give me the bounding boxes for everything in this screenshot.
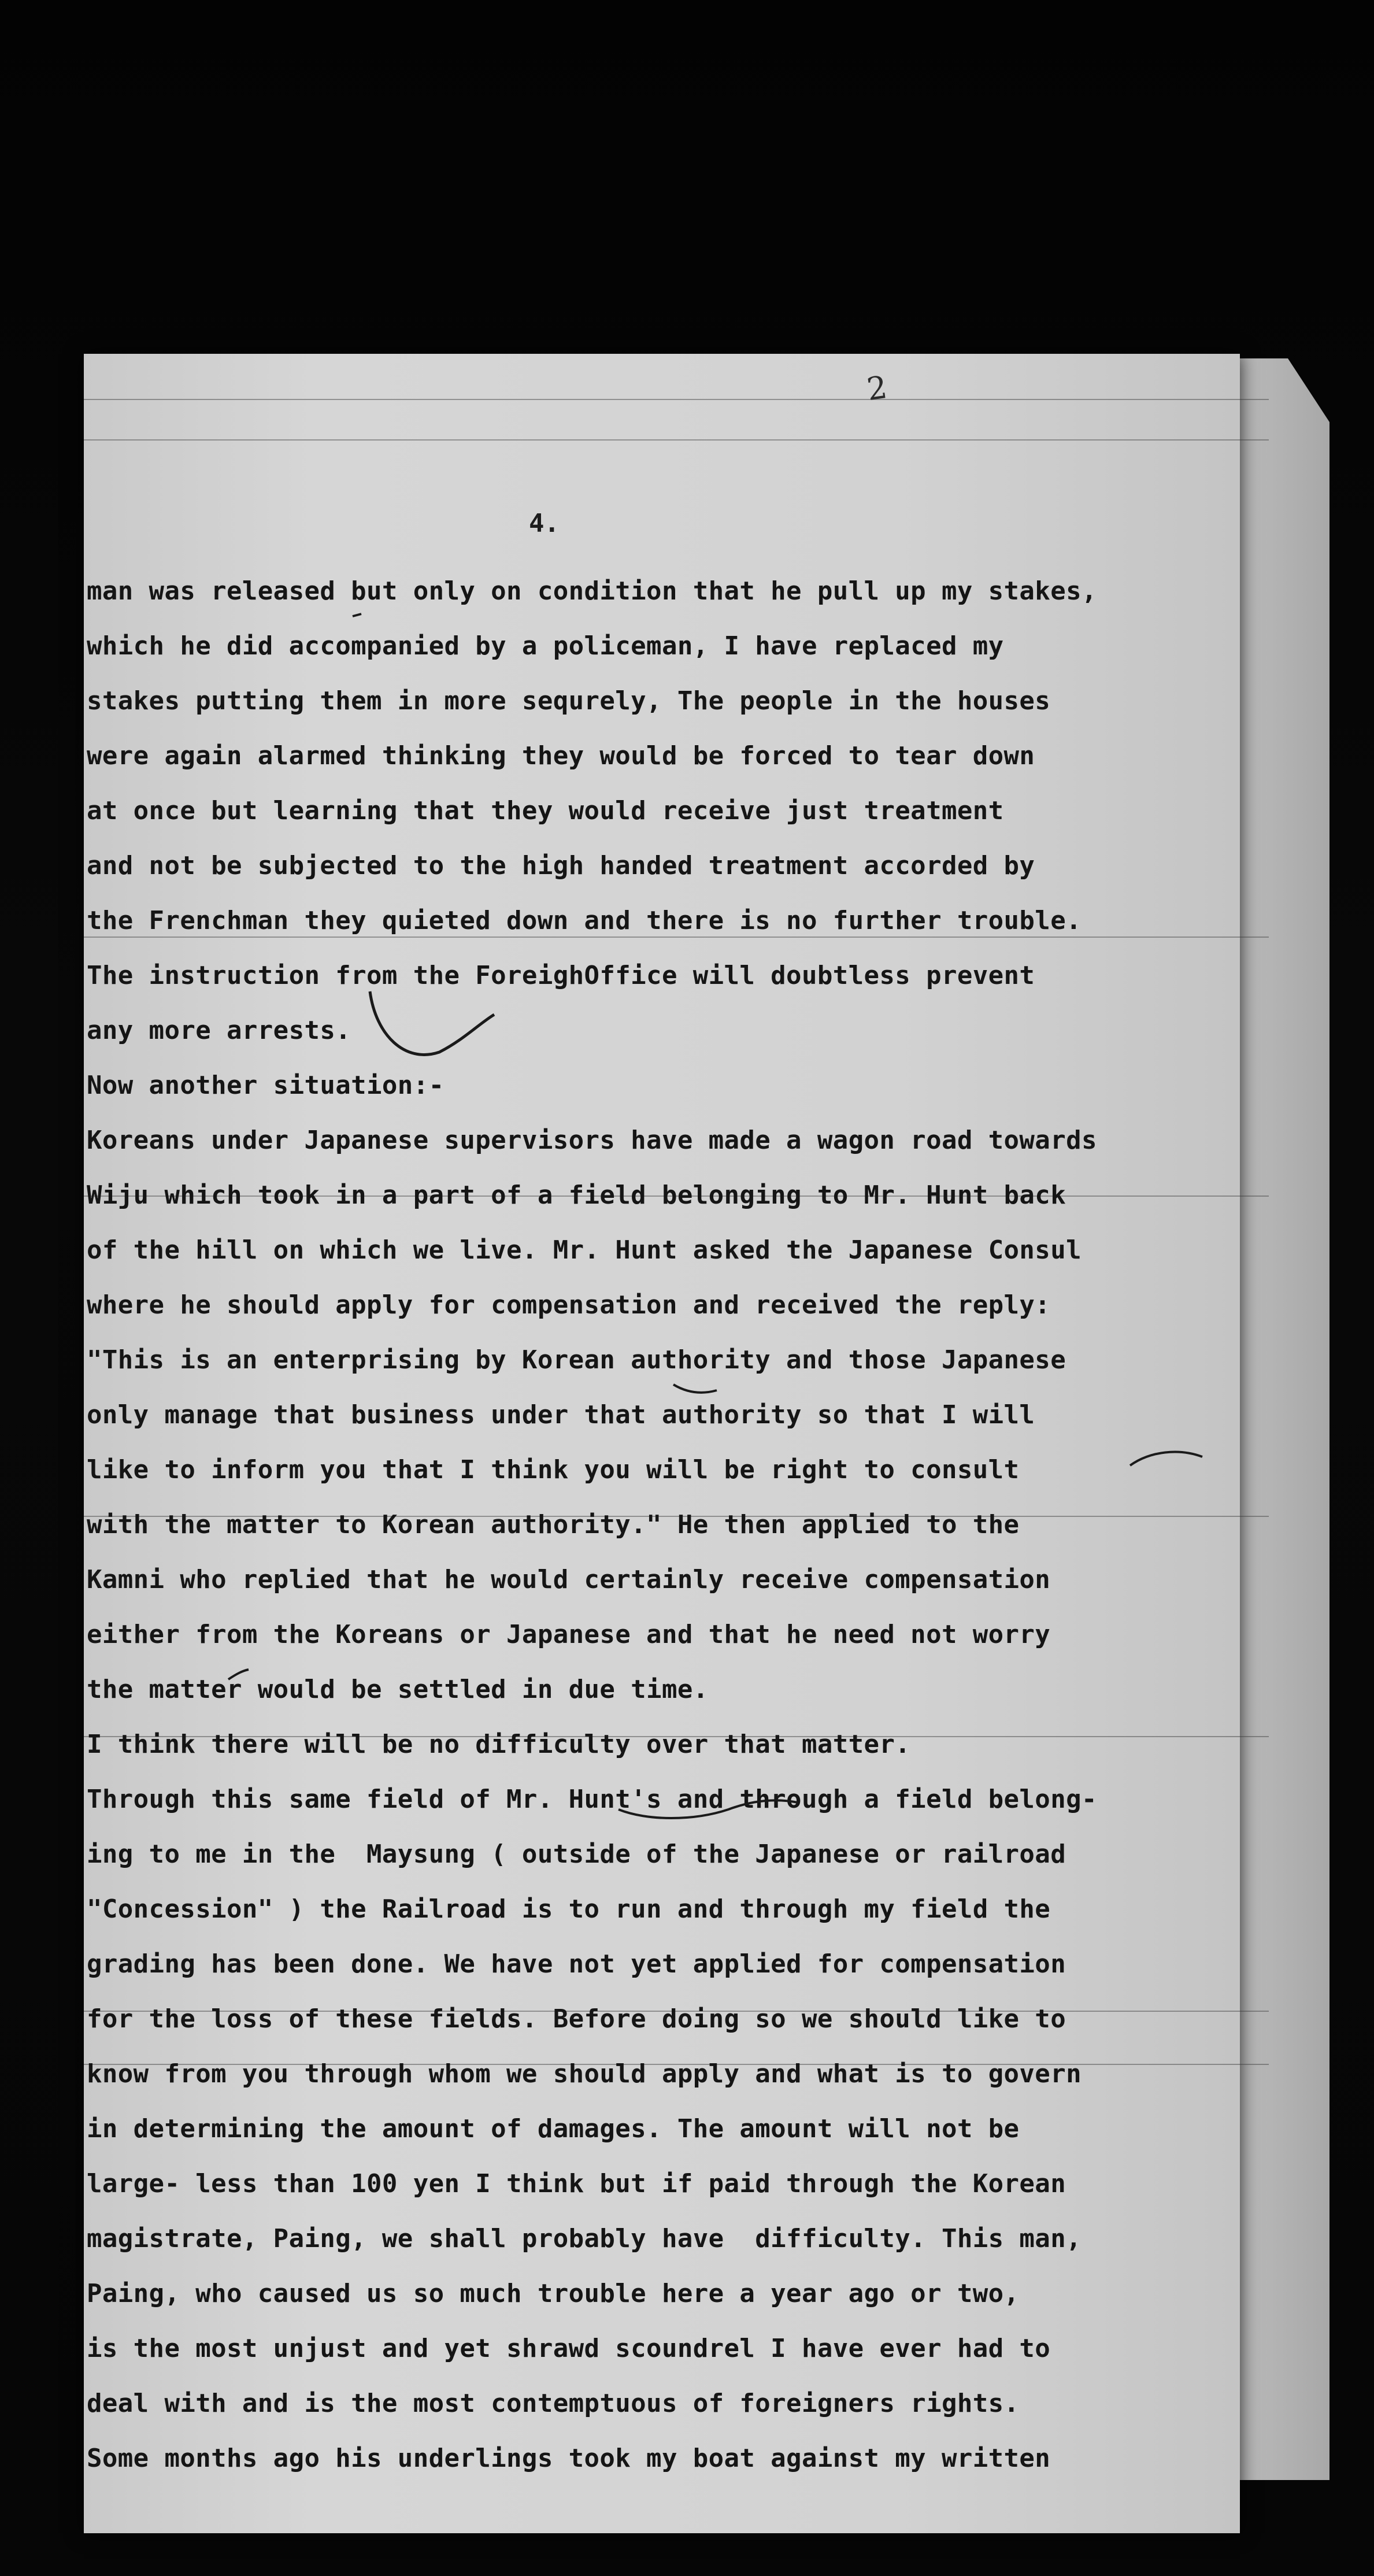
text-line: magistrate, Paing, we shall probably have difficulty. This man, <box>87 2224 1082 2253</box>
text-line: only manage that business under that authority so that I will <box>87 1400 1035 1430</box>
text-line: I think there will be no difficulty over that matter. <box>87 1730 911 1759</box>
text-line: stakes putting them in more sequrely, The people in the houses <box>87 686 1051 716</box>
text-line: and not be subjected to the high handed treatment accorded by <box>87 851 1035 880</box>
text-line: Wiju which took in a part of a field belonging to Mr. Hunt back <box>87 1180 1066 1210</box>
text-line: Through this same field of Mr. Hunt's and through a field belong- <box>87 1785 1097 1814</box>
text-line: either from the Koreans or Japanese and that he need not worry <box>87 1620 1051 1649</box>
text-line: Paing, who caused us so much trouble here a year ago or two, <box>87 2279 1020 2308</box>
text-line: of the hill on which we live. Mr. Hunt asked the Japanese Consul <box>87 1235 1082 1265</box>
text-line: "Concession" ) the Railroad is to run and through my field the <box>87 1894 1051 1924</box>
page-number: 4. <box>529 509 560 538</box>
text-line: for the loss of these fields. Before doing so we should like to <box>87 2004 1066 2034</box>
text-line: Koreans under Japanese supervisors have made a wagon road towards <box>87 1126 1097 1155</box>
text-line: with the matter to Korean authority." He then applied to the <box>87 1510 1020 1539</box>
text-line: the Frenchman they quieted down and there is no further trouble. <box>87 906 1082 935</box>
paper-edge <box>1225 358 1329 2480</box>
text-line: the matter would be settled in due time. <box>87 1675 709 1704</box>
text-line: man was released but only on condition that he pull up my stakes, <box>87 576 1097 606</box>
text-line: deal with and is the most contemptuous of foreigners rights. <box>87 2389 1020 2418</box>
text-line: in determining the amount of damages. The amount will not be <box>87 2114 1020 2144</box>
text-line: grading has been done. We have not yet applied for compensation <box>87 1949 1066 1979</box>
text-line: The instruction from the ForeighOffice will doubtless prevent <box>87 961 1035 990</box>
letter-body <box>87 564 1237 2486</box>
text-line: which he did accompanied by a policeman, I have replaced my <box>87 631 1004 661</box>
text-line: large- less than 100 yen I think but if paid through the Korean <box>87 2169 1066 2199</box>
text-line: where he should apply for compensation and received the reply: <box>87 1290 1051 1320</box>
text-line: Some months ago his underlings took my boat against my written <box>87 2444 1051 2473</box>
text-line: at once but learning that they would receive just treatment <box>87 796 1004 826</box>
ruled-line <box>84 439 1269 441</box>
handwritten-page-mark: 2 <box>864 368 890 408</box>
text-line: ing to me in the Maysung ( outside of the Japanese or railroad <box>87 1840 1066 1869</box>
text-line: know from you through whom we should apply and what is to govern <box>87 2059 1082 2089</box>
text-line: Kamni who replied that he would certainly receive compensation <box>87 1565 1051 1594</box>
text-line: Now another situation:- <box>87 1071 445 1100</box>
text-line: were again alarmed thinking they would be forced to tear down <box>87 741 1035 771</box>
text-line: any more arrests. <box>87 1016 351 1045</box>
text-line: is the most unjust and yet shrawd scoundrel I have ever had to <box>87 2334 1051 2363</box>
ruled-line <box>84 399 1269 400</box>
text-line: like to inform you that I think you will be right to consult <box>87 1455 1020 1485</box>
text-line: "This is an enterprising by Korean authority and those Japanese <box>87 1345 1066 1375</box>
